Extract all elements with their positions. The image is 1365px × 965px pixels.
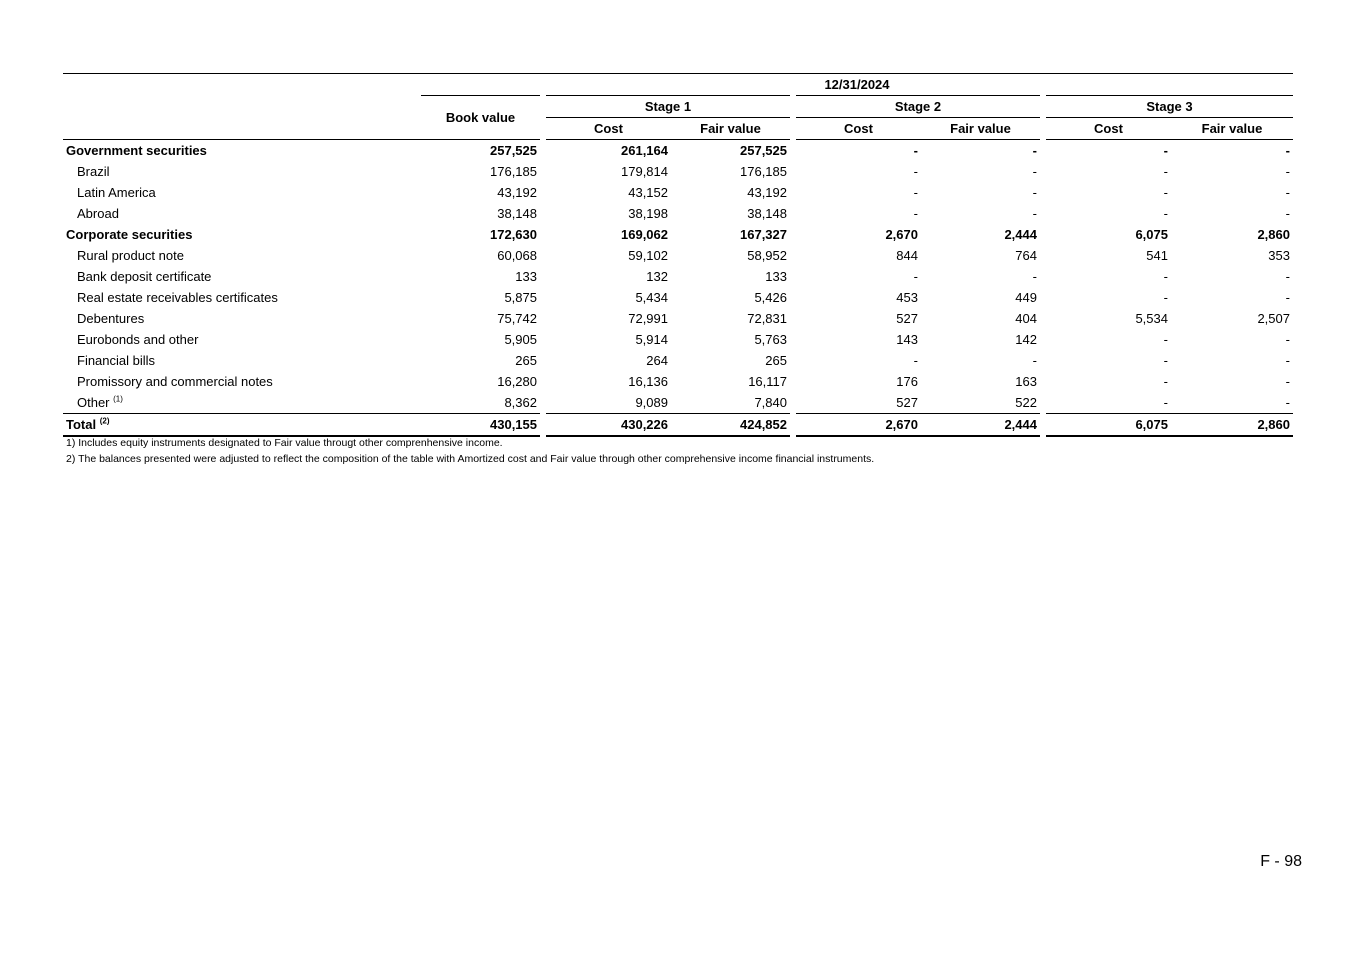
cell-value: 527 (793, 392, 921, 414)
cell-value: 38,148 (747, 206, 787, 221)
table-row (63, 140, 1293, 162)
table-body (63, 140, 1293, 437)
row-label (63, 203, 421, 224)
row-label-text: Bank deposit certificate (77, 269, 212, 284)
cell-value: 449 (1015, 290, 1037, 305)
cell-value: 257,525 (490, 143, 537, 158)
cell-value: 142 (1015, 332, 1037, 347)
header-row-stages (63, 96, 1293, 118)
header-stage-2-cost: Cost (793, 118, 921, 140)
row-label (63, 266, 421, 287)
row-label-text: Other (77, 395, 110, 410)
cell-value: 261,164 (543, 140, 671, 162)
cell-value: 60,068 (497, 248, 537, 263)
cell-value: 9,089 (543, 392, 671, 414)
cell-value: 404 (1015, 311, 1037, 326)
cell-value: 58,952 (747, 248, 787, 263)
table-header (63, 74, 1293, 140)
cell-value: - (1043, 392, 1171, 414)
row-label-text: Corporate securities (66, 227, 193, 242)
cell-value: 43,152 (543, 182, 671, 203)
cell-value: 16,117 (748, 374, 787, 389)
cell-value: 5,875 (504, 290, 537, 305)
page-number: F - 98 (1260, 853, 1302, 870)
cell-value: - (1032, 353, 1037, 368)
footnote-1: 1) Includes equity instruments designated to Fair value througt other comprenhensive income. (66, 437, 503, 449)
row-label-text: Latin America (77, 185, 156, 200)
cell-value: 43,192 (747, 185, 787, 200)
cell-value: 522 (1015, 395, 1037, 410)
cell-value: - (1032, 185, 1037, 200)
cell-value: 38,198 (543, 203, 671, 224)
cell-value: 265 (515, 353, 537, 368)
row-label (63, 371, 421, 392)
cell-value: - (793, 350, 921, 371)
cell-value: - (1043, 182, 1171, 203)
footnote-ref: (1) (113, 394, 123, 404)
cell-value: 2,507 (1257, 311, 1290, 326)
row-label-text: Financial bills (77, 353, 156, 368)
header-stage-1-cost: Cost (543, 118, 671, 140)
row-label-text: Eurobonds and other (77, 332, 199, 347)
cell-value: 38,148 (497, 206, 537, 221)
cell-value: 179,814 (543, 161, 671, 182)
row-label-text: Promissory and commercial notes (77, 374, 273, 389)
cell-value: 5,426 (754, 290, 787, 305)
header-stage-1: Stage 1 (543, 96, 793, 118)
header-date: 12/31/2024 (421, 74, 1293, 96)
table-row (63, 245, 1293, 266)
cell-value: 176,185 (740, 164, 787, 179)
cell-value: 5,905 (504, 332, 537, 347)
row-label (63, 245, 421, 266)
cell-value: - (1285, 143, 1290, 158)
cell-value: - (793, 266, 921, 287)
header-stage-3-cost: Cost (1043, 118, 1171, 140)
cell-value: - (1285, 206, 1290, 221)
cell-value: - (1043, 140, 1171, 162)
cell-value: - (1285, 164, 1290, 179)
table-row (63, 161, 1293, 182)
row-label-text: Total (66, 417, 97, 432)
table-row (63, 224, 1293, 245)
cell-value: 257,525 (740, 143, 787, 158)
cell-value: 176 (793, 371, 921, 392)
table-row (63, 350, 1293, 371)
cell-value: 453 (793, 287, 921, 308)
cell-value: 2,444 (921, 414, 1043, 437)
cell-value: - (1043, 350, 1171, 371)
cell-value: 43,192 (497, 185, 537, 200)
cell-value: 7,840 (754, 395, 787, 410)
table-row (63, 287, 1293, 308)
cell-value: - (1032, 143, 1037, 158)
row-label (63, 224, 421, 245)
cell-value: - (1043, 287, 1171, 308)
table-row (63, 371, 1293, 392)
row-label-text: Brazil (77, 164, 110, 179)
header-stage-1-fair-value: Fair value (671, 118, 793, 140)
cell-value: 764 (1015, 248, 1037, 263)
cell-value: 6,075 (1043, 414, 1171, 437)
table-row (63, 266, 1293, 287)
cell-value: 541 (1043, 245, 1171, 266)
row-label-text: Real estate receivables certificates (77, 290, 278, 305)
row-label (63, 329, 421, 350)
cell-value: - (1285, 395, 1290, 410)
cell-value: 59,102 (543, 245, 671, 266)
table-row (63, 203, 1293, 224)
cell-value: 5,534 (1043, 308, 1171, 329)
row-label (63, 414, 421, 437)
header-stage-2: Stage 2 (793, 96, 1043, 118)
cell-value: 5,434 (543, 287, 671, 308)
cell-value: - (1285, 185, 1290, 200)
cell-value: - (1043, 161, 1171, 182)
cell-value: - (1285, 374, 1290, 389)
cell-value: - (1032, 164, 1037, 179)
header-row-date (63, 74, 1293, 96)
cell-value: 75,742 (497, 311, 537, 326)
footnote-ref: (2) (99, 416, 110, 426)
cell-value: - (793, 203, 921, 224)
table-row (63, 392, 1293, 414)
cell-value: - (793, 182, 921, 203)
table-row (63, 182, 1293, 203)
cell-value: 5,914 (543, 329, 671, 350)
cell-value: 72,831 (747, 311, 787, 326)
header-stage-2-fair-value: Fair value (921, 118, 1043, 140)
cell-value: 176,185 (490, 164, 537, 179)
row-label (63, 140, 421, 162)
cell-value: 133 (765, 269, 787, 284)
header-stage-3: Stage 3 (1043, 96, 1293, 118)
cell-value: 2,670 (793, 414, 921, 437)
cell-value: 265 (765, 353, 787, 368)
cell-value: 167,327 (740, 227, 787, 242)
footnote-2: 2) The balances presented were adjusted to reflect the composition of the table with Amortized cost and Fair value through other comprehensive income financial instruments. (66, 452, 875, 465)
cell-value: 264 (543, 350, 671, 371)
cell-value: 172,630 (490, 227, 537, 242)
row-label (63, 182, 421, 203)
row-label-text: Rural product note (77, 248, 184, 263)
cell-value: - (793, 140, 921, 162)
footnotes (66, 436, 874, 467)
cell-value: - (1285, 269, 1290, 284)
cell-value: - (1043, 203, 1171, 224)
cell-value: - (1032, 269, 1037, 284)
cell-value: 353 (1268, 248, 1290, 263)
cell-value: 844 (793, 245, 921, 266)
cell-value: 132 (543, 266, 671, 287)
cell-value: 5,763 (754, 332, 787, 347)
cell-value: 8,362 (504, 395, 537, 410)
cell-value: 133 (515, 269, 537, 284)
row-label (63, 308, 421, 329)
cell-value: 169,062 (543, 224, 671, 245)
cell-value: - (1285, 353, 1290, 368)
cell-value: - (793, 161, 921, 182)
cell-value: 72,991 (543, 308, 671, 329)
cell-value: 430,155 (421, 414, 543, 437)
cell-value: 527 (793, 308, 921, 329)
total-row (63, 414, 1293, 437)
cell-value: - (1043, 329, 1171, 350)
cell-value: 6,075 (1043, 224, 1171, 245)
cell-value: 143 (793, 329, 921, 350)
cell-value: 424,852 (671, 414, 793, 437)
cell-value: - (1285, 290, 1290, 305)
row-label (63, 392, 421, 414)
row-label (63, 161, 421, 182)
cell-value: 163 (1015, 374, 1037, 389)
header-row-columns (63, 118, 1293, 140)
cell-value: 2,860 (1257, 227, 1290, 242)
row-label-text: Debentures (77, 311, 145, 326)
table-row (63, 329, 1293, 350)
securities-table-container (63, 73, 1293, 437)
row-label (63, 287, 421, 308)
row-label-text: Abroad (77, 206, 119, 221)
row-label (63, 350, 421, 371)
cell-value: - (1032, 206, 1037, 221)
cell-value: - (1285, 332, 1290, 347)
table-row (63, 308, 1293, 329)
cell-value: 2,444 (1004, 227, 1037, 242)
header-stage-3-fair-value: Fair value (1171, 118, 1293, 140)
cell-value: 16,280 (497, 374, 537, 389)
cell-value: - (1043, 371, 1171, 392)
cell-value: - (1043, 266, 1171, 287)
cell-value: 2,670 (793, 224, 921, 245)
securities-table (63, 73, 1293, 437)
row-label-text: Government securities (66, 143, 207, 158)
cell-value: 430,226 (543, 414, 671, 437)
header-book-value: Book value (421, 96, 543, 140)
cell-value: 16,136 (543, 371, 671, 392)
cell-value: 2,860 (1171, 414, 1293, 437)
